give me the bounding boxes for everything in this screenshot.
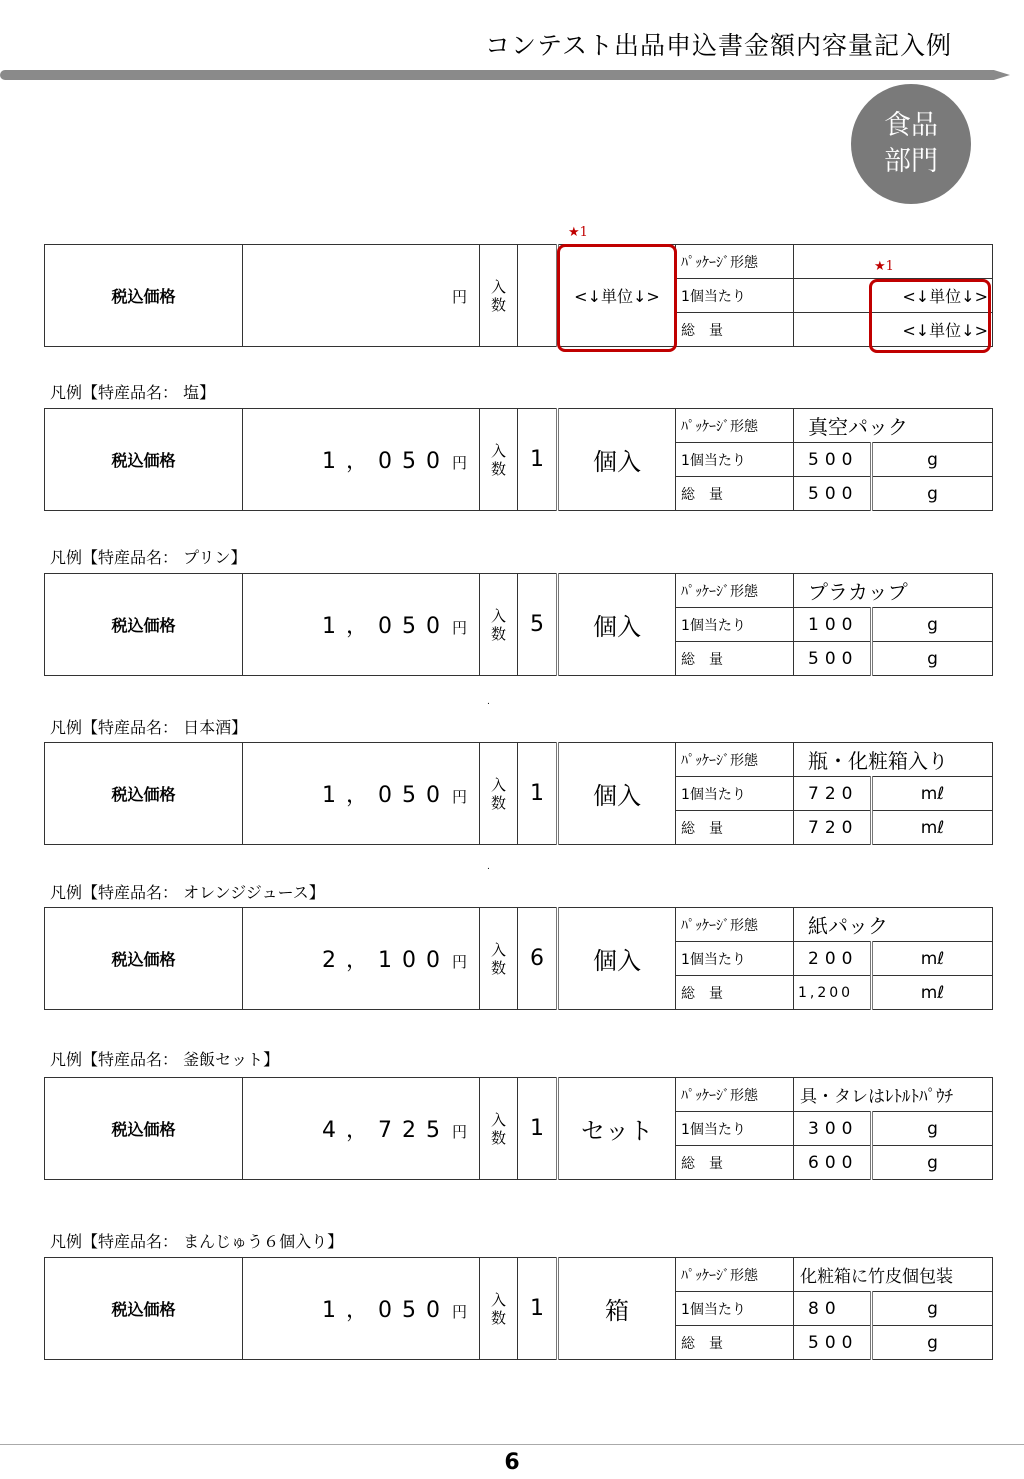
price-label: 税込価格 (45, 409, 243, 511)
per-item-unit: g (872, 1112, 993, 1146)
count-label: 入 数 (480, 574, 518, 676)
yen-label: 円 (451, 288, 467, 306)
example-table (44, 907, 993, 1010)
per-item-value: 80 (794, 1292, 872, 1326)
unit-value: 個入 (558, 409, 676, 511)
unit-highlight-box (557, 244, 677, 352)
blank-form-table (44, 244, 993, 347)
page-number: 6 (504, 1450, 520, 1475)
per-item-label: 1個当たり (676, 942, 794, 976)
unit-value: セット (558, 1078, 676, 1180)
stray-dot: . (487, 862, 490, 872)
count-value: 1 (518, 409, 558, 511)
unit-select[interactable]: <↓単位↓> (558, 245, 676, 347)
badge-line-1: 食品 (884, 110, 938, 141)
price-amount: 1，050 (321, 614, 450, 639)
count-value: 6 (518, 908, 558, 1010)
unit-value: 個入 (558, 574, 676, 676)
total-value: 500 (794, 642, 872, 676)
total-value: 720 (794, 811, 872, 845)
per-item-unit: g (872, 1292, 993, 1326)
total-value: 500 (794, 477, 872, 511)
badge-line-2: 部門 (884, 146, 938, 177)
total-label: 総 量 (676, 976, 794, 1010)
package-input[interactable] (794, 245, 993, 279)
per-item-unit: mℓ (872, 777, 993, 811)
total-unit-select[interactable]: <↓単位↓> (794, 313, 993, 347)
package-value: 真空パック (794, 409, 993, 443)
unit-value: 箱 (558, 1258, 676, 1360)
count-label: 入 数 (480, 908, 518, 1010)
price-label: 税込価格 (45, 245, 243, 347)
price-value (243, 1078, 480, 1180)
total-label: 総 量 (676, 811, 794, 845)
total-unit: g (872, 1146, 993, 1180)
per-item-label: 1個当たり (676, 777, 794, 811)
package-value: プラカップ (794, 574, 993, 608)
count-value: 1 (518, 1078, 558, 1180)
package-label: ﾊﾟｯｹｰｼﾞ形態 (676, 409, 794, 443)
per-item-value: 300 (794, 1112, 872, 1146)
count-input[interactable] (518, 245, 558, 347)
yen-label: 円 (451, 953, 467, 971)
example-table (44, 1257, 993, 1360)
per-item-value: 500 (794, 443, 872, 477)
unit-value: 個入 (558, 743, 676, 845)
price-value (243, 743, 480, 845)
header-arrow-rule (0, 70, 1010, 80)
total-label: 総 量 (676, 1326, 794, 1360)
package-label: ﾊﾟｯｹｰｼﾞ形態 (676, 1078, 794, 1112)
count-value: 1 (518, 1258, 558, 1360)
unit-value: 個入 (558, 908, 676, 1010)
per-item-value: 100 (794, 608, 872, 642)
total-label: 総 量 (676, 477, 794, 511)
count-label: 入 数 (480, 743, 518, 845)
price-value (243, 908, 480, 1010)
per-item-label: 1個当たり (676, 608, 794, 642)
price-amount: 1，050 (321, 449, 450, 474)
stray-dot: . (487, 697, 490, 707)
example-table (44, 1077, 993, 1180)
package-value: 紙パック (794, 908, 993, 942)
category-badge (851, 84, 971, 204)
yen-label: 円 (451, 788, 467, 806)
per-item-label: 1個当たり (676, 1292, 794, 1326)
package-label: ﾊﾟｯｹｰｼﾞ形態 (676, 574, 794, 608)
price-label: 税込価格 (45, 574, 243, 676)
count-label: 入 数 (480, 409, 518, 511)
example-legend: 凡例【特産品名： プリン】 (50, 548, 247, 567)
price-value (243, 409, 480, 511)
yen-label: 円 (451, 619, 467, 637)
price-label: 税込価格 (45, 1078, 243, 1180)
count-value: 5 (518, 574, 558, 676)
per-item-value: 720 (794, 777, 872, 811)
price-label: 税込価格 (45, 908, 243, 1010)
unit-select-highlight-box (869, 279, 991, 353)
count-label: 入 数 (480, 245, 518, 347)
total-label: 総 量 (676, 642, 794, 676)
per-item-value: 200 (794, 942, 872, 976)
package-value: 瓶・化粧箱入り (794, 743, 993, 777)
total-unit: g (872, 477, 993, 511)
example-table (44, 408, 993, 511)
example-table (44, 742, 993, 845)
price-amount: 4，725 (321, 1118, 450, 1143)
yen-label: 円 (451, 454, 467, 472)
total-unit: mℓ (872, 811, 993, 845)
per-item-unit: mℓ (872, 942, 993, 976)
price-label: 税込価格 (45, 743, 243, 845)
total-unit: g (872, 1326, 993, 1360)
per-item-label: 1個当たり (676, 1112, 794, 1146)
total-value: 500 (794, 1326, 872, 1360)
price-value (243, 1258, 480, 1360)
yen-label: 円 (451, 1123, 467, 1141)
price-value (243, 574, 480, 676)
example-legend: 凡例【特産品名： 日本酒】 (50, 718, 248, 737)
total-value: 600 (794, 1146, 872, 1180)
example-legend: 凡例【特産品名： オレンジジュース】 (50, 883, 325, 902)
yen-label: 円 (451, 1303, 467, 1321)
star-note-1: ★1 (568, 225, 588, 240)
price-label: 税込価格 (45, 1258, 243, 1360)
example-table (44, 573, 993, 676)
footer-rule (0, 1444, 1024, 1445)
package-label: ﾊﾟｯｹｰｼﾞ形態 (676, 245, 794, 279)
count-value: 1 (518, 743, 558, 845)
total-label: 総 量 (676, 313, 794, 347)
total-label: 総 量 (676, 1146, 794, 1180)
package-label: ﾊﾟｯｹｰｼﾞ形態 (676, 1258, 794, 1292)
total-value: 1,200 (794, 976, 872, 1010)
package-value: 具・タレはﾚﾄﾙﾄﾊﾟｳﾁ (794, 1078, 993, 1112)
per-item-unit-select[interactable]: <↓単位↓> (794, 279, 993, 313)
price-amount: 1，050 (321, 1298, 450, 1323)
price-input[interactable] (243, 245, 480, 347)
count-label: 入 数 (480, 1078, 518, 1180)
package-label: ﾊﾟｯｹｰｼﾞ形態 (676, 908, 794, 942)
page-title: コンテスト出品申込書金額内容量記入例 (484, 31, 952, 60)
example-legend: 凡例【特産品名： 釜飯セット】 (50, 1050, 280, 1069)
price-amount: 2，100 (321, 948, 450, 973)
package-label: ﾊﾟｯｹｰｼﾞ形態 (676, 743, 794, 777)
count-label: 入 数 (480, 1258, 518, 1360)
total-unit: mℓ (872, 976, 993, 1010)
per-item-label: 1個当たり (676, 279, 794, 313)
per-item-label: 1個当たり (676, 443, 794, 477)
price-amount: 1，050 (321, 783, 450, 808)
example-legend: 凡例【特産品名： まんじゅう６個入り】 (50, 1232, 344, 1251)
star-note-2: ★1 (874, 259, 894, 274)
total-unit: g (872, 642, 993, 676)
package-value: 化粧箱に竹皮個包装 (794, 1258, 993, 1292)
per-item-unit: g (872, 443, 993, 477)
per-item-unit: g (872, 608, 993, 642)
example-legend: 凡例【特産品名： 塩】 (50, 383, 216, 402)
